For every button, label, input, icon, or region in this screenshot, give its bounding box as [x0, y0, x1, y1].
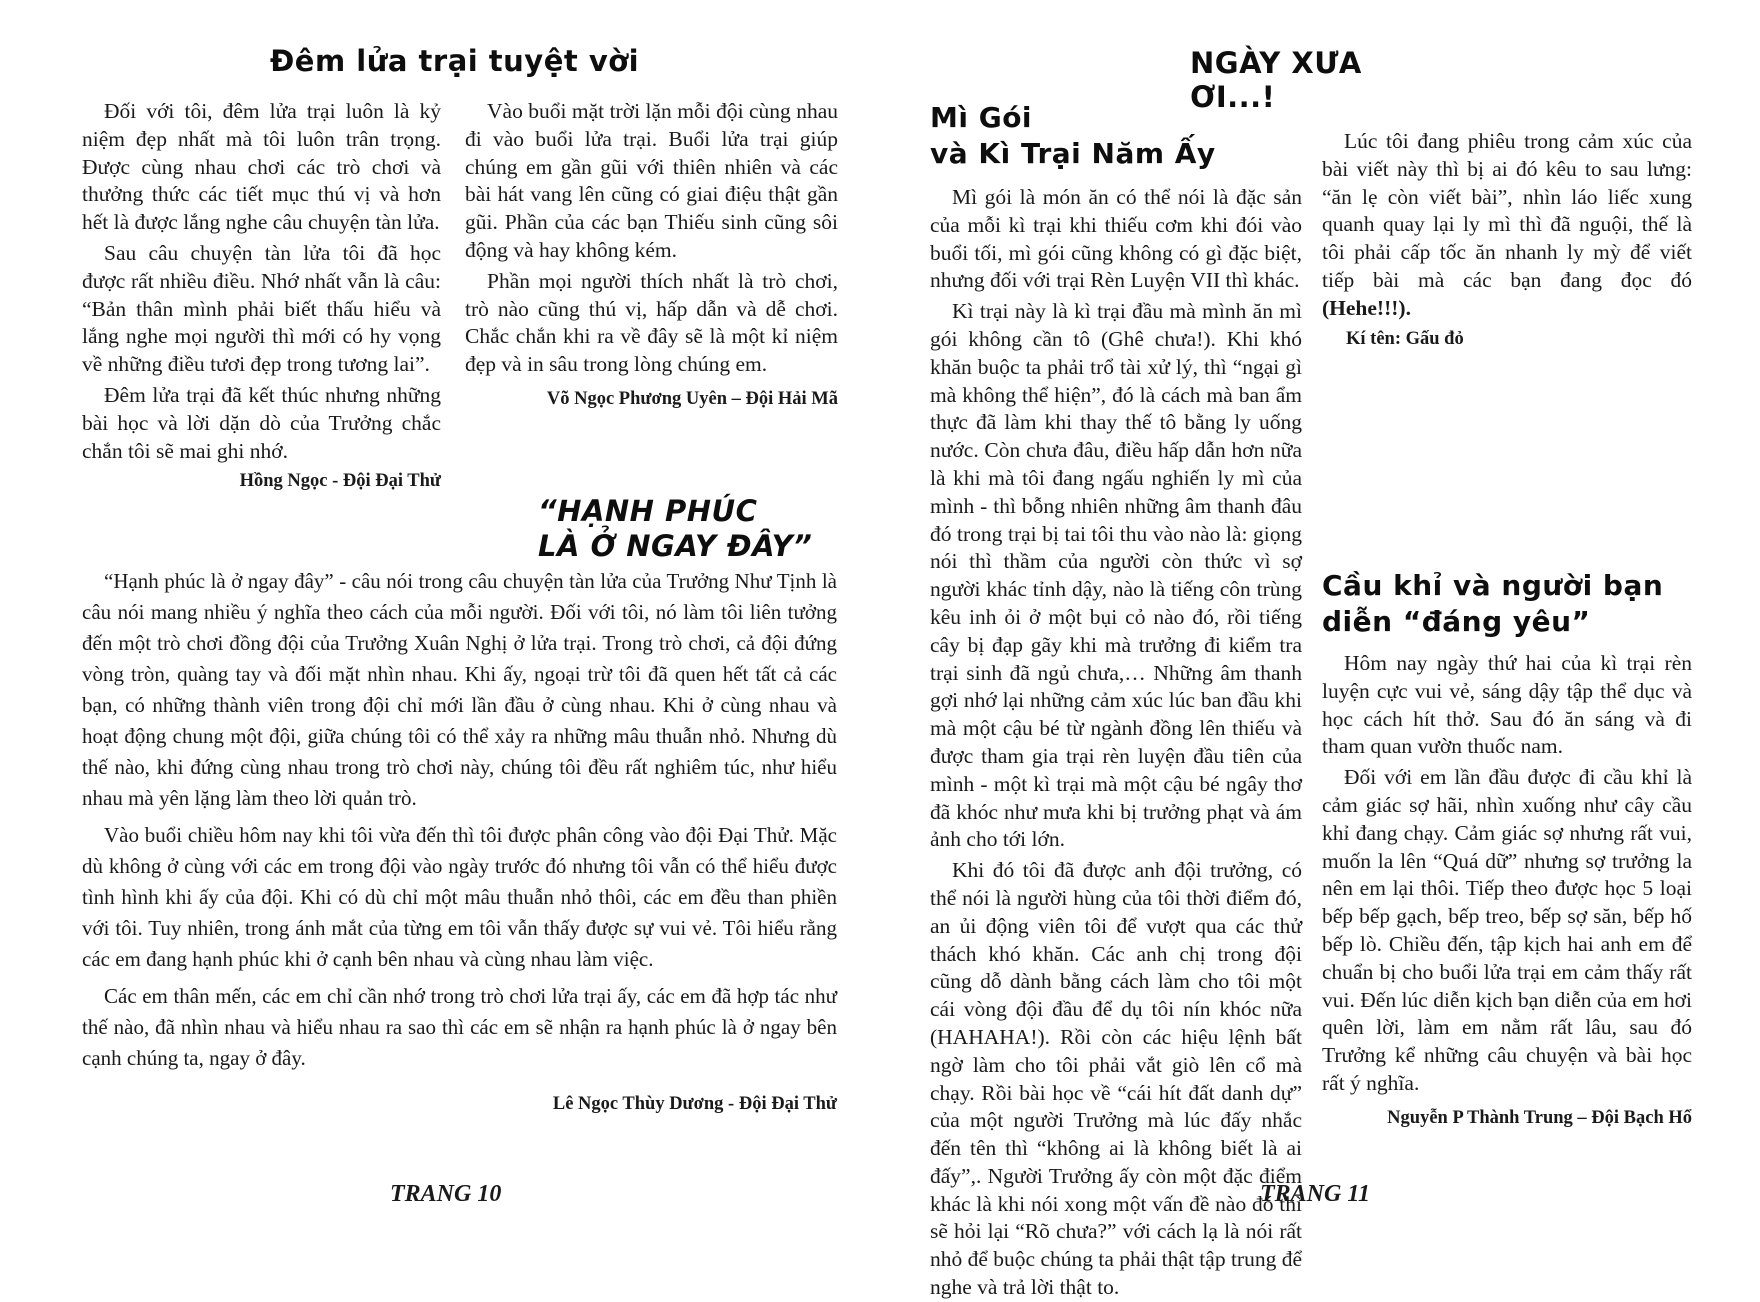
article-title-hanh-phuc — [538, 494, 838, 564]
paragraph: Sau câu chuyện tàn lửa tôi đã học được rất nhiều điều. Nhớ nhất vẫn là câu: “Bản thân mình phải biết thấu hiểu và lắng nghe mọi người thì mới có hy vọng về những điều tươi đẹp trong tương lai”. — [82, 240, 441, 377]
article-signature: Nguyễn P Thành Trung – Đội Bạch Hổ — [1387, 1107, 1692, 1128]
page-number: TRANG 11 — [1260, 1181, 1371, 1207]
article-title-line: Mì Gói — [930, 101, 1033, 134]
article-title-line: diễn “đáng yêu” — [1322, 605, 1591, 638]
paragraph: Kì trại này là kì trại đầu mà mình ăn mì gói không cần tô (Ghê chưa!). Khi khó khăn buộc ta phải trổ tài xử lý, thì “ngại gì mà không thể hiện”, đó là cách mà ban ẩm thực đã làm khi thay thế tô bằng ly uống nước. Còn chưa đâu, điều hấp dẫn hơn nữa là khi mà tôi đang ngấu nghiến ly mì của mình - thì bỗng nhiên những âm thanh đâu đó trong trại bị tai tôi thu vào nào là: giọng nói thì thầm của người còn thức vì sợ người khác tỉnh dậy, nào là tiếng côn trùng kêu inh ỏi ở một bụi cỏ nào đó, rồi tiếng cây bị đạp gãy khi mà trưởng đi kiểm tra trại sinh đã ngủ chưa,… Những âm thanh gợi nhớ lại những cảm xúc lúc ban đầu khi mà một cậu bé từ ngành đồng lên thiếu và được tham gia trại rèn luyện đầu tiên của mình - một kì trại mà một cậu bé ngây thơ đã khóc như mưa khi bị trưởng phạt và ám ảnh cho tới lớn. — [930, 299, 1302, 852]
article-cau-khi — [1322, 650, 1692, 1129]
article-signature: Kí tên: Gấu đỏ — [1346, 328, 1464, 349]
right-page-title: NGÀY XƯA ƠI...! — [1190, 46, 1362, 114]
article-phuong-uyen — [465, 98, 838, 410]
article-mi-goi-column-1 — [930, 184, 1302, 1300]
left-page-title: Đêm lửa trại tuyệt vời — [270, 44, 640, 78]
article-title-cau-khi — [1322, 568, 1702, 640]
paragraph: Đối với tôi, đêm lửa trại luôn là kỷ niệm đẹp nhất mà tôi luôn trân trọng. Được cùng nhau chơi các trò chơi và thưởng thức các tiết mục thú vị và hơn hết là được lắng nghe câu chuyện tàn lửa. — [82, 99, 441, 235]
article-title-line: LÀ Ở NGAY ĐÂY” — [538, 529, 813, 563]
paragraph: Mì gói là món ăn có thể nói là đặc sản của mỗi kì trại khi thiếu cơm khi đói vào buổi tối, mì gói cũng không có gì đặc biệt, nhưng đối với trại Rèn Luyện VII thì khác. — [930, 185, 1302, 293]
paragraph: “Hạnh phúc là ở ngay đây” - câu nói trong câu chuyện tàn lửa của Trưởng Như Tịnh là câu nói mang nhiều ý nghĩa theo cách của mỗi người. Đối với tôi, nó làm tôi liên tưởng đến một trò chơi đồng đội của Trưởng Xuân Nghị ở lửa trại. Trong trò chơi, cả đội đứng vòng tròn, quàng tay và đối mặt nhìn nhau. Khi ấy, ngoại trừ tôi đã quen hết tất cả các bạn, có những thành viên trong đội chỉ mới lần đầu ở cùng nhau. Khi ở cùng nhau và hoạt động chung một đội, giữa chúng tôi có thể xảy ra những mâu thuẫn nhỏ. Nhưng dù thế nào, khi đứng cùng nhau trong trò chơi này, chúng tôi đều rất nghiêm túc, như hiểu nhau mà yên lặng làm theo lời quản trò. — [82, 569, 837, 810]
paragraph-text: Lúc tôi đang phiêu trong cảm xúc của bài viết này thì bị ai đó kêu to sau lưng: “ăn lẹ còn viết bài”, nhìn láo liếc xung quanh quay lại ly mì thì đã nguội, thế là tôi phải cấp tốc ăn nhanh ly mỳ để viết tiếp bài mà các bạn đang đọc đó — [1322, 129, 1692, 292]
article-title-line: “HẠNH PHÚC — [538, 494, 758, 528]
article-signature: Võ Ngọc Phương Uyên – Đội Hải Mã — [546, 388, 838, 409]
paragraph: Vào buổi mặt trời lặn mỗi đội cùng nhau đi vào buổi lửa trại. Buổi lửa trại giúp chúng em gần gũi với thiên nhiên và các bài hát vang lên cũng có giai điệu thật gần gũi. Phần của các bạn Thiếu sinh cũng sôi động và hay không kém. — [465, 99, 838, 262]
paragraph: Hôm nay ngày thứ hai của kì trại rèn luyện cực vui vẻ, sáng dậy tập thể dục và học cách hít thở. Sau đó ăn sáng và đi tham quan vườn thuốc nam. — [1322, 651, 1692, 759]
paragraph-emphasis: (Hehe!!!). — [1322, 295, 1411, 320]
article-hanh-phuc — [82, 566, 837, 1115]
article-signature: Hồng Ngọc - Đội Đại Thử — [239, 471, 441, 492]
article-mi-goi-column-2 — [1322, 128, 1692, 350]
paragraph: Vào buổi chiều hôm nay khi tôi vừa đến thì tôi được phân công vào đội Đại Thử. Mặc dù không ở cùng với các em trong đội vào ngày trước đó nhưng tôi vẫn có thể hiểu được tình hình khi ấy của đội. Khi có dù chỉ một mâu thuẫn nhỏ thôi, các em đều than phiền với tôi. Tuy nhiên, trong ánh mắt của từng em tôi vẫn thấy được sự vui vẻ. Tôi hiểu rằng các em đang hạnh phúc khi ở cạnh bên nhau và cùng nhau làm việc. — [82, 823, 837, 971]
page-number: TRANG 10 — [390, 1181, 502, 1207]
article-title-mi-goi — [930, 100, 1310, 172]
paragraph: Khi đó tôi đã được anh đội trưởng, có thể nói là người hùng của tôi thời điểm đó, an ủi động viên tôi để vượt qua các thử thách khó khăn. Các anh chị trong đội cũng dỗ dành bằng cách làm cho tôi một cái vòng đội đầu để dụ tôi nín khóc nữa (HAHAHA!). Rồi còn các hiệu lệnh bất ngờ làm cho tôi phải vắt giò lên cổ mà chạy. Rồi bài học về “cái hít đất danh dự” của một người Trưởng mà lúc đấy nhắc đến tên thì “không ai là không biết là ai đấy”,. Người Trưởng ấy còn một đặc điểm khác là khi nói xong một vấn đề nào đó thì sẽ hỏi lại “Rõ chưa?” với cách lạ là nói rất nhỏ để buộc chúng ta phải thật tập trung để nghe và trả lời thật to. — [930, 858, 1302, 1300]
paragraph — [1322, 128, 1692, 323]
article-title-line: Cầu khỉ và người bạn — [1322, 569, 1664, 602]
article-title-line: và Kì Trại Năm Ấy — [930, 137, 1216, 170]
paragraph: Đối với em lần đầu được đi cầu khỉ là cảm giác sợ hãi, nhìn xuống như cây cầu khỉ đang chạy. Cảm giác sợ nhưng rất vui, muốn la lên “Quá dữ” nhưng sợ trưởng la nên em lại thôi. Tiếp theo được học 5 loại bếp bếp gạch, bếp treo, bếp sợ săn, bếp hố bếp lò. Chiều đến, tập kịch hai anh em để chuẩn bị cho buổi lửa trại em cảm thấy rất vui. Đến lúc diễn kịch bạn diễn của em hơi quên lời, làm em nằm rất lâu, sau đó Trưởng kể những câu chuyện và bài học rất ý nghĩa. — [1322, 765, 1692, 1095]
paragraph: Các em thân mến, các em chỉ cần nhớ trong trò chơi lửa trại ấy, các em đã hợp tác như thế nào, đã nhìn nhau và hiểu nhau ra sao thì các em sẽ nhận ra hạnh phúc là ở ngay bên cạnh chúng ta, ngay ở đây. — [82, 984, 837, 1070]
article-hong-ngoc — [82, 98, 441, 492]
paragraph: Đêm lửa trại đã kết thúc nhưng những bài học và lời dặn dò của Trưởng chắc chắn tôi sẽ mai ghi nhớ. — [82, 382, 441, 463]
article-signature: Lê Ngọc Thùy Dương - Đội Đại Thử — [552, 1094, 837, 1114]
paragraph: Phần mọi người thích nhất là trò chơi, trò nào cũng thú vị, hấp dẫn và dễ chơi. Chắc chắn khi ra về đây sẽ là một kỉ niệm đẹp và in sâu trong lòng chúng em. — [465, 268, 838, 377]
